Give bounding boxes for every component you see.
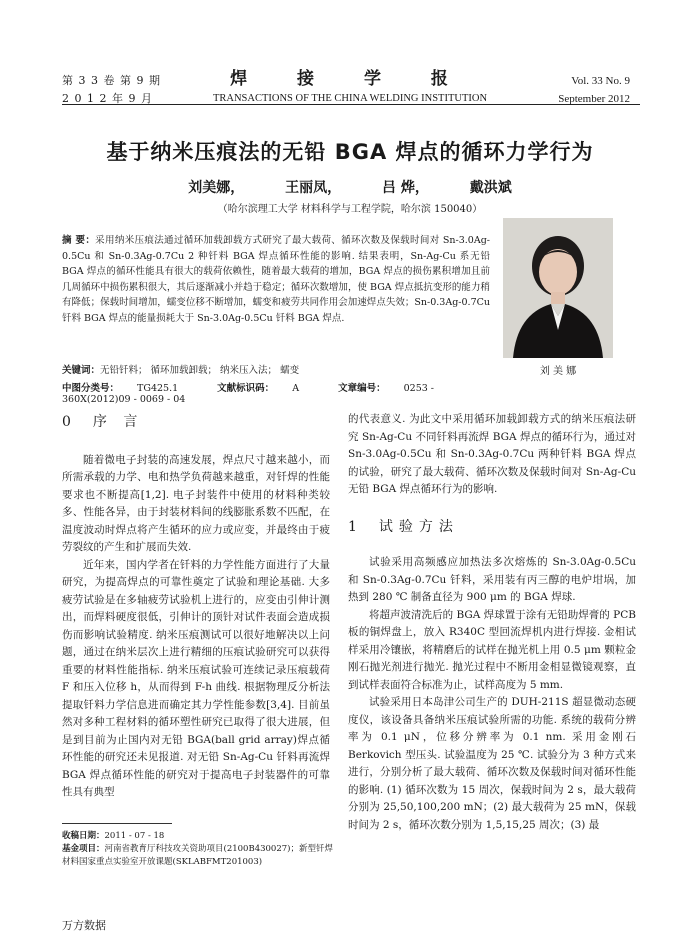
method-paragraph-2: 将超声波清洗后的 BGA 焊球置于涂有无铅助焊膏的 PCB 板的铜焊盘上，放入 R340C 型回流焊机内进行焊接. 金相试样采用冷镶嵌，将精磨后的试样在抛光机上用 0.5 μm 颗粒金刚石抛光剂进行抛光. 抛光过程中不断用金相显微镜观察，直到试样表面符合标准为止，试样高度为 5 mm. [348, 608, 636, 691]
journal-issue-cn [62, 72, 161, 108]
author: 戴洪斌 [469, 180, 512, 196]
author: 刘美娜， [188, 180, 245, 196]
intro-paragraph-2: 近年来，国内学者在钎料的力学性能方面进行了大量研究，为提高焊点的可靠性奠定了试验和理论基础. 大多疲劳试验是在多轴疲劳试验机上进行的，应变由引伸计测出，而焊料硬度很低，引伸计的顶针对试件表面会造成损伤而影响试验精度. 纳米压痕测试可以很好地解决以上问题，通过在纳米层次上进行精细的压痕试验研究可以获得重要的材料性能指标. 纳米压痕试验可连续记录压痕载荷 F 和压入位移 h，从而得到 F-h 曲线. 根据物理反分析法提取钎料力学信息进而确定其力学性能参数[3,4]. 目前虽然对多种工程材料的循环塑性研究已取得了很大进展，但是到目前为止国内对无铅 BGA(ball grid array)焊点循环性能的研究还未见报道. 对无铅 Sn-Ag-Cu 钎料再流焊 BGA 焊点循环性能的研究对于提高电子封装器件的可靠性具有典型 [62, 558, 330, 798]
header-rule [62, 104, 640, 105]
received-label: 收稿日期： [62, 831, 105, 841]
doc-code-label: 文献标识码： [217, 383, 275, 394]
section-title: 序 言 [92, 414, 144, 430]
section-number: 0 [62, 414, 77, 430]
footnote [62, 830, 334, 869]
volume-cn: 第 3 3 卷 第 9 期 [62, 74, 161, 87]
author-photo [503, 218, 613, 358]
fund-label: 基金项目： [62, 844, 105, 854]
fund-text: 河南省教育厅科技攻关资助项目(2100B430027)；新型钎焊材料国家重点实验室开放课题(SKLABFMT201003) [62, 844, 333, 867]
intro-paragraph-1: 随着微电子封装的高速发展，焊点尺寸越来越小，而所需承载的力学、电和热学负荷越来越重，对钎焊的性能要求也不断提高[1,2]. 电子封装件中使用的材料种类较多、性能各异，由于封装材料间的线膨胀系数不匹配，在温度波动时焊点将产生循环的应力或应变，并最终由于疲劳裂纹的产生和扩展而失效. [62, 453, 330, 553]
journal-issue-en [558, 72, 630, 108]
author: 吕 烨， [382, 180, 429, 196]
fund-line [62, 843, 334, 869]
footnote-rule [62, 823, 172, 824]
codes-line [62, 380, 502, 405]
left-column [62, 414, 330, 802]
clc-label: 中图分类号： [62, 383, 120, 394]
journal-name-cn: 焊 接 学 报 [230, 69, 470, 89]
journal-name [170, 64, 530, 104]
paper-title: 基于纳米压痕法的无铅 BGA 焊点的循环力学行为 [106, 140, 594, 164]
article-no-label: 文章编号： [338, 383, 386, 394]
date-en: September 2012 [558, 93, 630, 105]
author-list [120, 177, 580, 197]
journal-name-en: TRANSACTIONS OF THE CHINA WELDING INSTITUTION [212, 93, 488, 104]
clc-value: TG425.1 [137, 383, 179, 394]
article-meta [62, 362, 502, 405]
right-column [348, 411, 636, 834]
volume-en: Vol. 33 No. 9 [571, 75, 630, 87]
date-cn: 2 0 1 2 年 9 月 [62, 92, 153, 105]
keywords-line [62, 362, 502, 376]
watermark: 万方数据 [62, 919, 106, 932]
received-line [62, 830, 334, 843]
keywords-label: 关键词： [62, 365, 101, 376]
keywords-text: 无铅钎料； 循环加载卸载； 纳米压入法； 蠕变 [100, 365, 300, 376]
method-paragraph-1: 试验采用高频感应加热法多次熔炼的 Sn-3.0Ag-0.5Cu 和 Sn-0.3Ag-0.7Cu 钎料，采用装有丙三醇的电炉坩埚，加热到 280 ℃ 制备直径为 900 μm 的 BGA 焊球. [348, 556, 636, 603]
abstract [62, 233, 490, 326]
photo-caption: 刘 美 娜 [539, 366, 577, 377]
section-heading-method [348, 519, 636, 537]
abstract-text: 采用纳米压痕法通过循环加载卸载方式研究了最大载荷、循环次数及保载时间对 Sn-3.0Ag-0.5Cu 和 Sn-0.3Ag-0.7Cu 2 种钎料 BGA 焊点循环性能的影响. 结果表明，Sn-Ag-Cu 系无铅 BGA 焊点的循环性能具有很大的载荷依赖性，随着最大载荷的增加，BGA 焊点的损伤累积增加且前几周循环中损伤累积很大，其后逐渐减小并趋于稳定；循环次数增加，使 BGA 焊点抵抗变形的能力稍有降低；保载时间增加，蠕变位移不断增加，蠕变和疲劳共同作用会加速焊点失效；Sn-0.3Ag-0.7Cu 钎料 BGA 焊点的能量损耗大于 Sn-3.0Ag-0.5Cu 钎料 BGA 焊点. [62, 235, 490, 324]
author: 王丽凤， [285, 180, 342, 196]
author-portrait-image [503, 218, 613, 358]
right-continuation-paragraph: 的代表意义. 为此文中采用循环加载卸载方式的纳米压痕法研究 Sn-Ag-Cu 不同钎料再流焊 BGA 焊点的循环行为，通过对 Sn-3.0Ag-0.5Cu 和 Sn-0.3Ag-0.7Cu 两种钎料 BGA 焊点的试验，研究了最大载荷、循环次数及保载时间对 Sn-Ag-Cu 无铅 BGA 焊点循环行为的影响. [348, 413, 636, 495]
method-paragraph-3: 试验采用日本岛津公司生产的 DUH-211S 超显微动态硬度仪，该设备具备纳米压痕试验所需的功能. 系统的载荷分辨率为 0.1 μN，位移分辨率为 0.1 nm. 采用金刚石 Berkovich 型压头. 试验温度为 25 ℃. 试验分为 3 种方式来进行，分别分析了最大载荷、循环次数及保载时间对循环性能的影响. (1) 循环次数为 15 周次，保载时间为 2 s，最大载荷分别为 25,50,100,200 mN；(2) 最大载荷为 25 mN，保载时间为 2 s，循环次数分别为 1,5,15,25 周次；(3) 最 [348, 696, 636, 831]
received-date: 2011 - 07 - 18 [104, 831, 165, 841]
abstract-label: 摘 要： [62, 235, 96, 246]
affiliation: （哈尔滨理工大学 材料科学与工程学院，哈尔滨 150040） [217, 204, 483, 215]
doc-code-value: A [292, 383, 300, 394]
section-number: 1 [348, 518, 363, 535]
section-heading-intro [62, 414, 330, 432]
section-title: 试验方法 [378, 518, 459, 535]
article-no-value: 0253 - 360X(2012)09 - 0069 - 04 [62, 383, 435, 405]
